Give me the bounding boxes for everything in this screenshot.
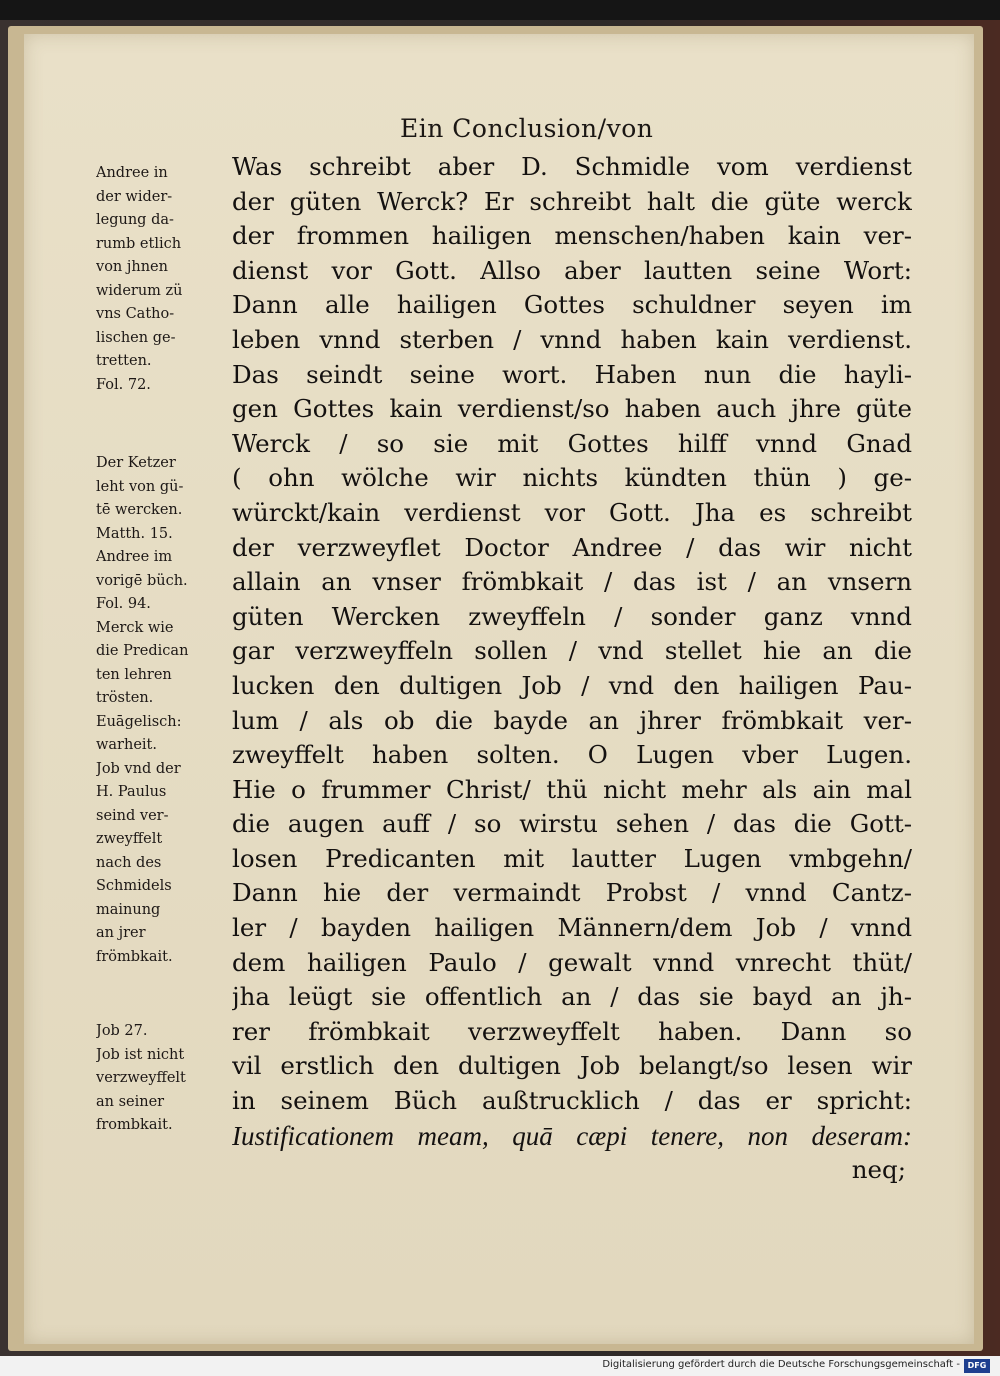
margin-note-line: nach des — [96, 854, 162, 871]
margin-note-line: Andree in — [96, 165, 168, 181]
margin-note-line: widerum zü — [96, 282, 183, 299]
margin-note-ketzer — [96, 452, 241, 969]
margin-note-line: leht von gü- — [96, 478, 184, 495]
text-line: allain an vnser frömbkait / das ist / an vnsern — [232, 567, 912, 597]
text-line: rer frömbkait verzweyffelt haben. Dann so — [232, 1016, 912, 1046]
text-line: Dann hie der vermaindt Probst / vnnd Cantz- — [232, 878, 912, 908]
margin-note-line: Job ist nicht — [96, 1046, 185, 1063]
margin-note-line: Schmidels — [96, 878, 172, 894]
margin-note-line: Job vnd der — [96, 760, 181, 777]
margin-note-line: tretten. — [96, 353, 152, 369]
margin-note-line: ten lehren — [96, 666, 172, 683]
margin-note-line: der wider- — [96, 188, 173, 205]
text-line: der güten Werck? Er schreibt halt die güte werck — [232, 186, 912, 216]
text-line: der frommen hailigen menschen/haben kain ver- — [232, 221, 912, 251]
margin-note-line: tē wercken. — [96, 502, 183, 518]
margin-note-line: vns Catho- — [96, 306, 175, 322]
margin-note-line: H. Paulus — [96, 784, 167, 800]
margin-note-line: warheit. — [96, 737, 157, 753]
text-line: jha leügt sie offentlich an / das sie bayd an jh- — [232, 982, 912, 1012]
margin-note-line: vorigē büch. — [96, 572, 188, 589]
funding-credit: Digitalisierung gefördert durch die Deutsche Forschungsgemeinschaft - — [602, 1359, 960, 1370]
text-line: in seinem Büch außtrucklich / das er spricht: — [232, 1086, 912, 1116]
margin-note-line: Fol. 94. — [96, 596, 151, 612]
margin-note-line: rumb etlich — [96, 235, 182, 252]
text-line: gar verzweyffeln sollen / vnd stellet hie an die — [232, 636, 912, 666]
text-line: losen Predicanten mit lautter Lugen vmbgehn/ — [232, 843, 912, 873]
text-line: vil erstlich den dultigen Job belangt/so lesen wir — [232, 1051, 912, 1081]
margin-note-line: von jhnen — [96, 259, 168, 275]
margin-note-line: Andree im — [96, 549, 173, 565]
margin-note-line: legung da- — [96, 212, 174, 228]
margin-note-line: verzweyffelt — [96, 1070, 186, 1086]
margin-note-line: an seiner — [96, 1093, 165, 1110]
margin-note-line: Der Ketzer — [96, 455, 176, 471]
text-line: güten Wercken zweyffeln / sonder ganz vnnd — [232, 601, 912, 631]
margin-note-job — [96, 1020, 241, 1138]
text-line: Dann alle hailigen Gottes schuldner seyen im — [232, 290, 912, 320]
text-line: Hie o frummer Christ/ thü nicht mehr als ain mal — [232, 774, 912, 804]
text-line: die augen auff / so wirstu sehen / das die Gott- — [232, 809, 912, 839]
margin-note-line: Fol. 72. — [96, 376, 151, 393]
margin-note-line: Job 27. — [96, 1023, 148, 1039]
text-line: zweyffelt haben solten. O Lugen vber Lugen. — [232, 740, 912, 770]
text-line: ( ohn wölche wir nichts kündten thün ) ge- — [232, 463, 912, 493]
main-text-block — [232, 150, 912, 1188]
margin-note-line: zweyffelt — [96, 831, 163, 847]
running-head: Ein Conclusion/von — [400, 114, 654, 143]
margin-note-line: frombkait. — [96, 1117, 173, 1133]
text-line: dem hailigen Paulo / gewalt vnnd vnrecht thüt/ — [232, 947, 912, 977]
text-line: Das seindt seine wort. Haben nun die hayli- — [232, 359, 912, 389]
text-line: lucken den dultigen Job / vnd den hailigen Pau- — [232, 670, 912, 700]
margin-note-line: Matth. 15. — [96, 525, 173, 542]
margin-note-line: Euāgelisch: — [96, 713, 182, 730]
text-line: der verzweyflet Doctor Andree / das wir nicht — [232, 532, 912, 562]
catchword: neq; — [851, 1155, 906, 1185]
text-line: leben vnnd sterben / vnnd haben kain verdienst. — [232, 324, 912, 354]
dfg-logo: DFG — [964, 1359, 990, 1373]
text-line: würckt/kain verdienst vor Gott. Jha es schreibt — [232, 497, 912, 527]
text-line: dienst vor Gott. Allso aber lautten seine Wort: — [232, 255, 912, 285]
margin-note-line: lischen ge- — [96, 329, 176, 346]
margin-note-line: trösten. — [96, 690, 154, 706]
margin-note-line: seind ver- — [96, 807, 169, 824]
margin-note-line: frömbkait. — [96, 948, 173, 965]
margin-note-line: Merck wie — [96, 619, 174, 636]
margin-note-line: an jrer — [96, 925, 146, 941]
text-line: Werck / so sie mit Gottes hilff vnnd Gnad — [232, 428, 912, 458]
text-line: lum / als ob die bayde an jhrer frömbkait ver- — [232, 705, 912, 735]
text-line: ler / bayden hailigen Männern/dem Job / vnnd — [232, 913, 912, 943]
text-line: gen Gottes kain verdienst/so haben auch jhre güte — [232, 394, 912, 424]
margin-note-andree-widerlegung — [96, 162, 241, 397]
latin-quotation-line: Iustificationem meam, quā cæpi tenere, non deseram: — [232, 1120, 912, 1151]
margin-note-line: mainung — [96, 901, 161, 918]
text-line: Was schreibt aber D. Schmidle vom verdienst — [232, 152, 912, 181]
margin-note-line: die Predican — [96, 643, 189, 659]
footer-bar — [0, 1356, 1000, 1376]
